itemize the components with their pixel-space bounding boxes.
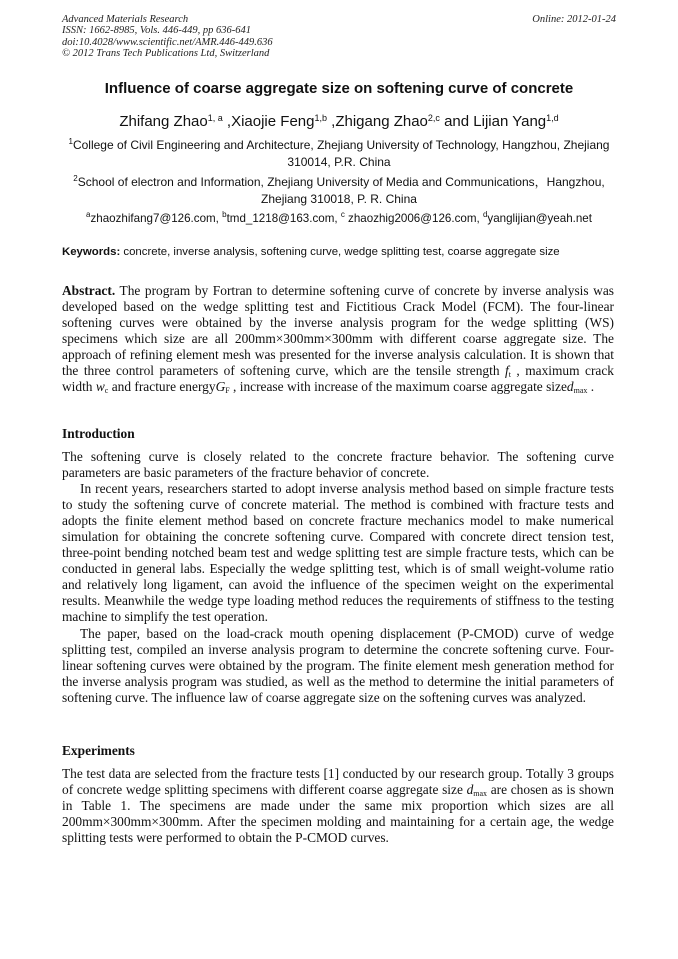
email-superscript: d bbox=[482, 210, 488, 219]
abstract-text: . bbox=[587, 379, 595, 394]
email-address: zhaozhig2006@126.com, bbox=[344, 212, 483, 225]
affiliation-superscript: 2 bbox=[73, 174, 78, 183]
abstract-text: The program by Fortran to determine softening curve of concrete by inverse analysis was developed based on the wedge splitting test and Fictitious Crack Model (FCM). The four-linear softening curves were obtained by the inverse analysis program for the wedge splitting (WS) specimens which size are all 200mm×300mm×300mm with different coarse aggregate size. The approach of refining element mesh was presented for the inverse analysis calculation. It is shown that the three control parameters of softening curve, which are the tensile strength bbox=[62, 283, 614, 378]
affiliation-superscript: 1 bbox=[68, 137, 73, 146]
symbol-gf-base: G bbox=[215, 379, 226, 394]
author-superscript: 2,c bbox=[427, 113, 440, 123]
symbol-gf bbox=[216, 379, 230, 394]
author-separator: , bbox=[326, 113, 336, 130]
paper-title: Influence of coarse aggregate size on softening curve of concrete bbox=[104, 80, 574, 97]
symbol-dmax-base: d bbox=[566, 379, 574, 394]
abstract-text: , increase with increase of the maximum coarse aggregate size bbox=[229, 379, 567, 394]
symbol-gf-sub: F bbox=[225, 386, 230, 395]
keywords-line bbox=[62, 246, 622, 258]
experiments-heading: Experiments bbox=[62, 743, 135, 758]
author-name: Xiaojie Feng bbox=[231, 113, 315, 130]
author-superscript: 1, a bbox=[207, 113, 223, 123]
copyright-line: © 2012 Trans Tech Publications Ltd, Switzerland bbox=[62, 48, 270, 60]
symbol-wc-base: w bbox=[95, 379, 105, 394]
affiliation-1 bbox=[62, 137, 616, 171]
introduction-paragraph-2: In recent years, researchers started to adopt inverse analysis method based on simple fracture tests to study the softening curve of concrete material. The method is combined with fracture tests and adopts the finite element method based on concrete fracture mechanics model to make numerical simulation for obtaining the concrete softening curve. Compared with concrete direct tension test, three-point bending notched beam test and wedge splitting test are simple fracture tests, which can be conducted in general labs. Especially the wedge splitting test, which is of small weight-volume ratio and relatively long ligament, can avoid the influence of the specimen weight on the experimental results. Meanwhile the wedge type loading method reduces the requirements of stiffness to the testing machine to simplify the test operation. bbox=[62, 481, 614, 624]
symbol-ft-base: f bbox=[504, 363, 509, 378]
author-superscript: 1,d bbox=[546, 113, 559, 123]
email-address: tmd_1218@163.com, bbox=[226, 212, 341, 225]
symbol-dmax-sub: max bbox=[573, 386, 588, 395]
email-address: zhaozhifang7@126.com, bbox=[90, 212, 223, 225]
affiliation-text: School of electron and Information, Zhejiang University of Media and Communications，Hangzhou, Zhejiang 310018, P. R. China bbox=[77, 175, 605, 206]
email-superscript: b bbox=[222, 210, 227, 219]
symbol-dmax-sub: max bbox=[473, 789, 488, 798]
experiments-text: are chosen as is shown in Table 1. The specimens are made under the same mix proportion which sizes are all 200mm×300mm×300mm. After the specimen molding and maintaining for a certain age, the wedge splitting tests were performed to obtain the P-CMOD curves. bbox=[62, 782, 614, 845]
email-address: yanglijian@yeah.net bbox=[487, 212, 592, 225]
introduction-heading: Introduction bbox=[62, 426, 135, 441]
author-list bbox=[62, 113, 616, 130]
journal-name: Advanced Materials Research bbox=[62, 14, 189, 25]
symbol-dmax bbox=[567, 379, 587, 394]
abstract-text: and fracture energy bbox=[108, 379, 216, 394]
symbol-wc bbox=[96, 379, 109, 394]
symbol-wc-sub: c bbox=[104, 386, 109, 395]
affiliation-2 bbox=[62, 174, 616, 208]
abstract-text: , maximum crack width bbox=[62, 363, 614, 394]
abstract-paragraph bbox=[62, 283, 614, 395]
email-superscript: a bbox=[86, 210, 91, 219]
online-date: Online: 2012-01-24 bbox=[532, 14, 616, 25]
email-superscript: c bbox=[340, 210, 345, 219]
symbol-dmax bbox=[467, 782, 487, 797]
symbol-dmax-base: d bbox=[466, 782, 474, 797]
email-list bbox=[62, 211, 616, 227]
author-separator: and bbox=[439, 113, 474, 130]
abstract-label: Abstract. bbox=[62, 283, 116, 298]
keywords-label: Keywords: bbox=[62, 246, 121, 258]
author-name: Zhigang Zhao bbox=[335, 113, 428, 130]
journal-header bbox=[62, 14, 616, 60]
author-superscript: 1,b bbox=[314, 113, 327, 123]
affiliation-text: College of Civil Engineering and Architecture, Zhejiang University of Technology, Hangzhou, Zhejiang 310014, P.R. China bbox=[72, 138, 610, 169]
author-name: Zhifang Zhao bbox=[119, 113, 208, 130]
doi-line: doi:10.4028/www.scientific.net/AMR.446-449.636 bbox=[62, 36, 273, 48]
experiments-text: The test data are selected from the fracture tests [1] conducted by our research group. Totally 3 groups of concrete wedge splitting specimens with different coarse aggregate size bbox=[62, 766, 614, 797]
issn-line: ISSN: 1662-8985, Vols. 446-449, pp 636-641 bbox=[62, 25, 251, 37]
experiments-paragraph bbox=[62, 766, 614, 846]
introduction-paragraph-1: The softening curve is closely related to the concrete fracture behavior. The softening curve parameters are basic parameters of the fracture behavior of concrete. bbox=[62, 449, 614, 480]
author-name: Lijian Yang bbox=[473, 113, 547, 130]
symbol-ft-sub: t bbox=[508, 370, 511, 379]
author-separator: , bbox=[222, 113, 232, 130]
keywords-text: concrete, inverse analysis, softening curve, wedge splitting test, coarse aggregate size bbox=[120, 246, 560, 258]
introduction-paragraph-3: The paper, based on the load-crack mouth opening displacement (P-CMOD) curve of wedge splitting test, compiled an inverse analysis program to determine the concrete softening curve. Four-linear softening curves were obtained by the program. The finite element mesh generation method for the inverse analysis program was studied, as well as the method to determine the initial parameters of softening curve. The influence law of coarse aggregate size on the softening curves was analyzed. bbox=[62, 626, 614, 705]
